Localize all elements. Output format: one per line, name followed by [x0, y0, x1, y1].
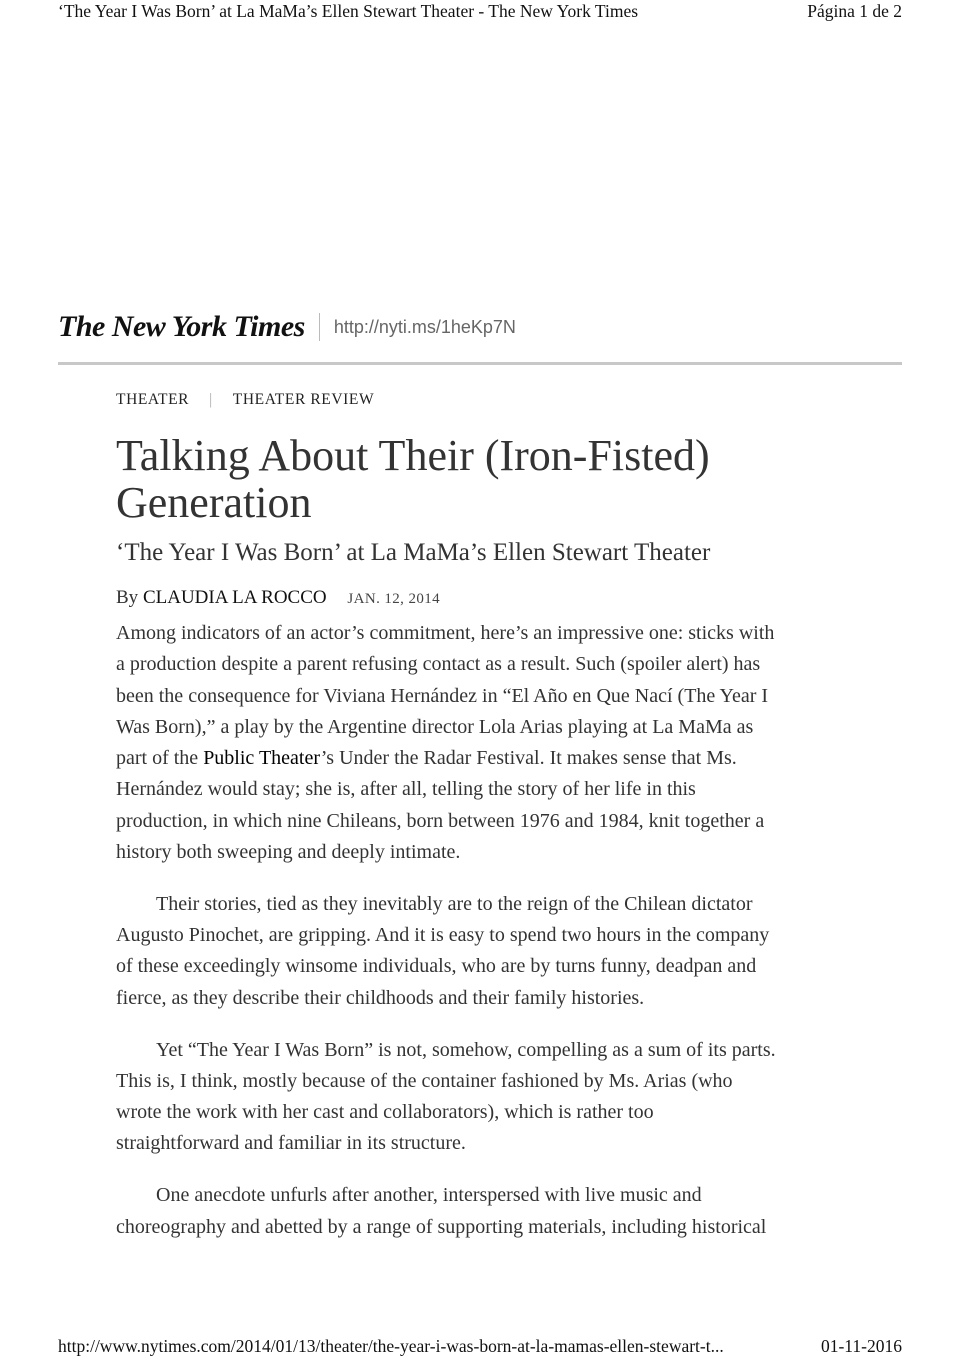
paragraph-line: This is, I think, mostly because of the container fashioned by Ms. Arias (who: [116, 1069, 733, 1092]
paragraph-line: straightforward and familiar in its structure.: [116, 1132, 466, 1155]
header-rule: [58, 362, 902, 365]
paragraph-line: Was Born),” a play by the Argentine director Lola Arias playing at La MaMa as: [116, 715, 754, 738]
article-body: [116, 618, 856, 1263]
byline-by: By: [116, 587, 139, 608]
article-paragraph: [116, 889, 856, 1014]
paragraph-line: One anecdote unfurls after another, interspersed with live music and: [156, 1184, 702, 1207]
kicker-separator: |: [209, 391, 213, 408]
paragraph-line: production, in which nine Chileans, born between 1976 and 1984, knit together a: [116, 809, 765, 832]
masthead: [58, 310, 516, 344]
section-link[interactable]: THEATER: [116, 391, 190, 408]
public-theater-link[interactable]: Public Theater: [203, 747, 321, 770]
nyt-logo[interactable]: The New York Times: [58, 310, 305, 343]
line-text: part of the: [116, 747, 204, 770]
paragraph-line: wrote the work with her cast and collaborators), which is rather too: [116, 1101, 654, 1124]
paragraph-line: [116, 743, 856, 774]
article-paragraph: [116, 1180, 856, 1243]
headline-line: Talking About Their (Iron-Fisted): [116, 431, 710, 480]
print-title: ‘The Year I Was Born’ at La MaMa’s Ellen Stewart Theater - The New York Times: [58, 1, 639, 21]
headline: [116, 432, 710, 526]
short-url[interactable]: http://nyti.ms/1heKp7N: [333, 316, 516, 337]
article-paragraph: [116, 618, 856, 868]
paragraph-line: been the consequence for Viviana Hernández in “El Año en Que Nací (The Year I: [116, 684, 769, 707]
print-footer: [58, 1336, 902, 1357]
paragraph-line: Yet “The Year I Was Born” is not, somehow, compelling as a sum of its parts.: [156, 1038, 776, 1061]
print-date: 01-11-2016: [820, 1336, 902, 1356]
headline-line: Generation: [116, 478, 312, 527]
paragraph-line: Hernández would stay; she is, after all, telling the story of her life in this: [116, 778, 696, 801]
page-number: Página 1 de 2: [807, 1, 902, 21]
author-link[interactable]: CLAUDIA LA ROCCO: [142, 587, 327, 608]
paragraph-line: choreography and abetted by a range of supporting materials, including historical: [116, 1215, 767, 1238]
subsection-link[interactable]: THEATER REVIEW: [232, 391, 375, 408]
section-kicker: [116, 391, 374, 409]
paragraph-line: history both sweeping and deeply intimate.: [116, 841, 461, 864]
paragraph-line: Their stories, tied as they inevitably are to the reign of the Chilean dictator: [156, 892, 753, 915]
paragraph-line: a production despite a parent refusing contact as a result. Such (spoiler alert) has: [116, 653, 761, 676]
page-url: http://www.nytimes.com/2014/01/13/theater/the-year-i-was-born-at-la-mamas-ellen-stewart-t...: [58, 1336, 724, 1356]
paragraph-line: of these exceedingly winsome individuals, who are by turns funny, deadpan and: [116, 955, 757, 978]
paragraph-line: fierce, as they describe their childhoods and their family histories.: [116, 986, 645, 1009]
byline: [116, 587, 440, 609]
paragraph-line: Augusto Pinochet, are gripping. And it is easy to spend two hours in the company: [116, 924, 770, 947]
paragraph-line: Among indicators of an actor’s commitment, here’s an impressive one: sticks with: [116, 622, 775, 644]
article-paragraph: [116, 1035, 856, 1160]
divider: [319, 313, 320, 341]
publish-date: JAN. 12, 2014: [347, 591, 441, 607]
subtitle: ‘The Year I Was Born’ at La MaMa’s Ellen Stewart Theater: [116, 539, 711, 566]
line-text: ’s Under the Radar Festival. It makes sense that Ms.: [320, 747, 737, 770]
print-header: [58, 1, 902, 22]
